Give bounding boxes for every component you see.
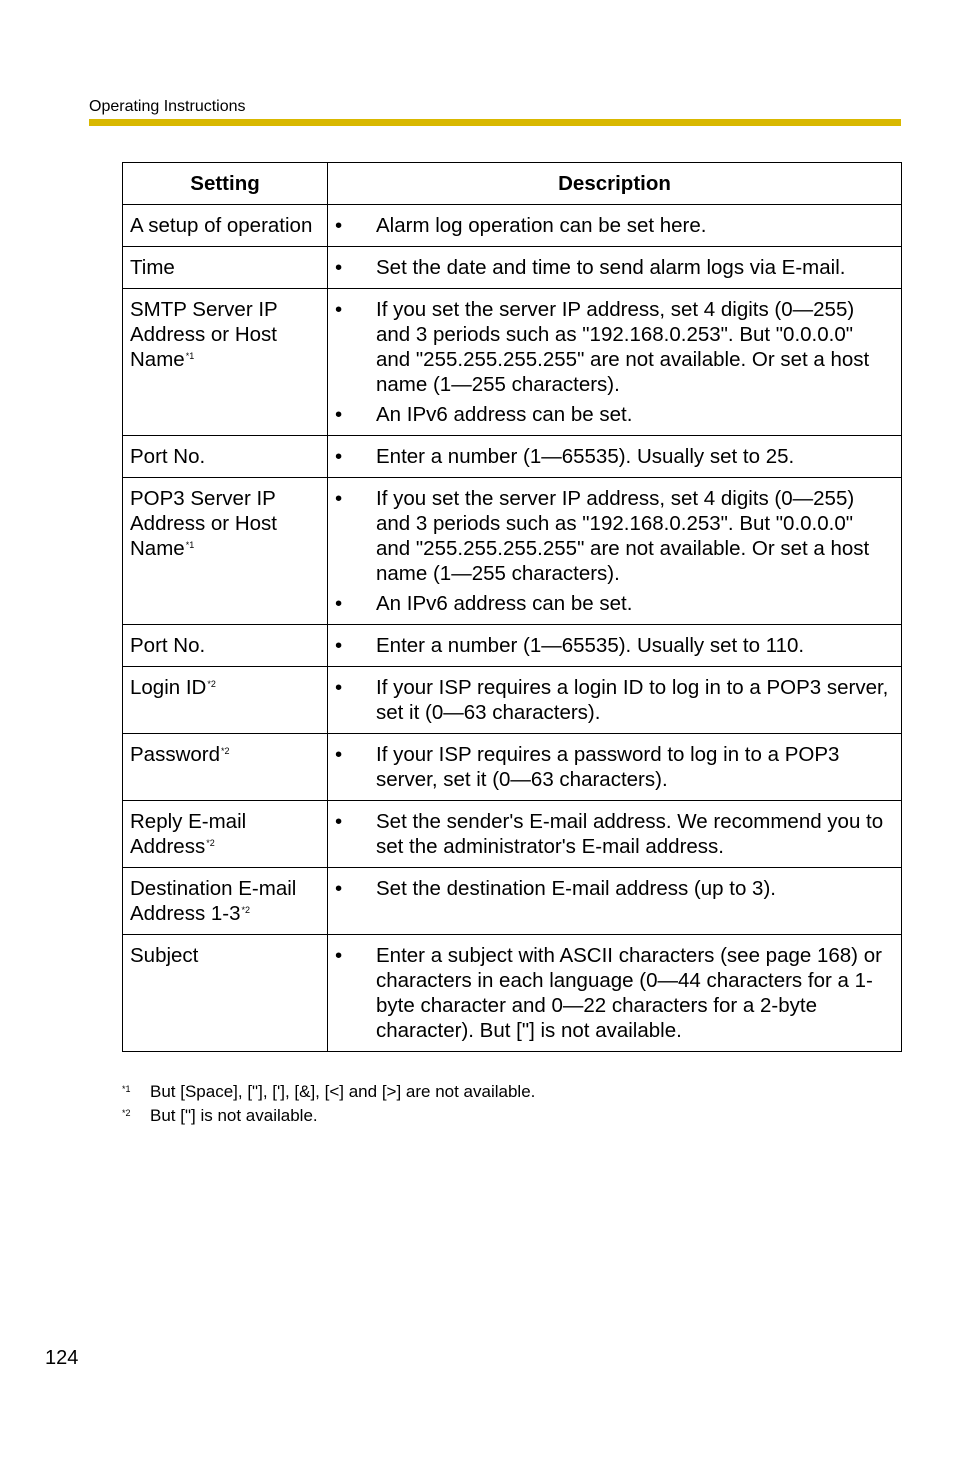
setting-cell [123, 436, 328, 478]
bullet-item [333, 943, 891, 1043]
bullet-text: If you set the server IP address, set 4 digits (0—255) and 3 periods such as "192.168.0.253". But "0.0.0.0" and "255.255.255.255" are not available. Or set a host name (1—255 characters). [376, 298, 870, 396]
column-header-setting: Setting [123, 163, 328, 205]
bullet-text: An IPv6 address can be set. [376, 592, 633, 615]
setting-cell [123, 247, 328, 289]
bullet-item [333, 402, 891, 427]
description-cell [328, 801, 902, 868]
description-cell [328, 205, 902, 247]
table-row [123, 478, 902, 625]
table-body [123, 205, 902, 1052]
bullet-text: Set the sender's E-mail address. We recommend you to set the administrator's E-mail address. [376, 810, 884, 858]
table-row [123, 289, 902, 436]
table-row [123, 205, 902, 247]
footnote [122, 1080, 535, 1104]
setting-cell [123, 667, 328, 734]
header-rule [89, 119, 901, 126]
setting-name: SMTP Server IP Address or Host Name [130, 298, 278, 371]
setting-name: Port No. [130, 445, 206, 468]
settings-table [122, 162, 902, 1052]
footnote-mark: *2 [122, 1108, 131, 1118]
table-row [123, 436, 902, 478]
bullet-item [333, 742, 891, 792]
bullet-icon: • [335, 634, 343, 657]
bullet-item [333, 486, 891, 586]
bullet-text: Alarm log operation can be set here. [376, 214, 707, 237]
description-cell [328, 289, 902, 436]
footnote-reference: *2 [221, 745, 230, 756]
setting-name: POP3 Server IP Address or Host Name [130, 487, 277, 560]
table-row [123, 801, 902, 868]
bullet-text: Enter a number (1—65535). Usually set to 110. [376, 634, 805, 657]
bullet-item [333, 255, 891, 280]
table-row [123, 935, 902, 1052]
setting-name: Reply E-mail Address [130, 810, 247, 858]
column-header-description: Description [328, 163, 902, 205]
bullet-icon: • [335, 877, 343, 900]
footnotes [122, 1080, 535, 1128]
setting-cell [123, 868, 328, 935]
bullet-text: If you set the server IP address, set 4 digits (0—255) and 3 periods such as "192.168.0.253". But "0.0.0.0" and "255.255.255.255" are not available. Or set a host name (1—255 characters). [376, 487, 870, 585]
footnote-reference: *1 [185, 350, 195, 361]
bullet-text: An IPv6 address can be set. [376, 403, 633, 426]
bullet-icon: • [335, 403, 343, 426]
bullet-text: Set the date and time to send alarm logs via E-mail. [376, 256, 846, 279]
bullet-icon: • [335, 743, 343, 766]
footnote-text: But [Space], ["], ['], [&], [<] and [>] are not available. [150, 1082, 536, 1101]
setting-name: Password [130, 743, 221, 766]
setting-name: Port No. [130, 634, 206, 657]
bullet-text: If your ISP requires a password to log in to a POP3 server, set it (0—63 characters). [376, 743, 840, 791]
bullet-icon: • [335, 256, 343, 279]
bullet-text: Enter a subject with ASCII characters (see page 168) or characters in each language (0—44 characters for a 1-byte character and 0—22 characters for a 2-byte character). But ["] is not available. [376, 944, 882, 1042]
setting-cell [123, 801, 328, 868]
bullet-text: Enter a number (1—65535). Usually set to 25. [376, 445, 795, 468]
bullet-item [333, 876, 891, 901]
description-cell [328, 247, 902, 289]
description-cell [328, 436, 902, 478]
footnote-reference: *2 [207, 678, 216, 689]
running-header: Operating Instructions [89, 98, 246, 115]
table-row [123, 868, 902, 935]
footnote-reference: *2 [241, 904, 251, 915]
table-row [123, 625, 902, 667]
description-cell [328, 734, 902, 801]
setting-name: Subject [130, 944, 199, 967]
table-row [123, 734, 902, 801]
setting-cell [123, 205, 328, 247]
setting-cell [123, 478, 328, 625]
bullet-icon: • [335, 944, 343, 967]
bullet-icon: • [335, 298, 343, 321]
bullet-item [333, 297, 891, 397]
setting-name: A setup of operation [130, 214, 313, 237]
bullet-icon: • [335, 592, 343, 615]
footnote-reference: *1 [185, 539, 195, 550]
table-header-row [123, 163, 902, 205]
bullet-icon: • [335, 214, 343, 237]
bullet-icon: • [335, 487, 343, 510]
setting-cell [123, 734, 328, 801]
bullet-icon: • [335, 810, 343, 833]
bullet-item [333, 213, 891, 238]
bullet-item [333, 633, 891, 658]
bullet-item [333, 591, 891, 616]
bullet-icon: • [335, 445, 343, 468]
setting-cell [123, 625, 328, 667]
bullet-item [333, 675, 891, 725]
description-cell [328, 478, 902, 625]
page-number: 124 [45, 1347, 79, 1369]
footnote-mark: *1 [122, 1084, 131, 1094]
description-cell [328, 868, 902, 935]
setting-name: Login ID [130, 676, 207, 699]
description-cell [328, 625, 902, 667]
bullet-text: Set the destination E-mail address (up to 3). [376, 877, 776, 900]
description-cell [328, 667, 902, 734]
description-cell [328, 935, 902, 1052]
bullet-item [333, 809, 891, 859]
bullet-icon: • [335, 676, 343, 699]
footnote-reference: *2 [206, 837, 215, 848]
table-row [123, 247, 902, 289]
bullet-text: If your ISP requires a login ID to log in to a POP3 server, set it (0—63 characters). [376, 676, 889, 724]
setting-cell [123, 289, 328, 436]
footnote-text: But ["] is not available. [150, 1106, 318, 1125]
setting-cell [123, 935, 328, 1052]
footnote [122, 1104, 535, 1128]
setting-name: Time [130, 256, 175, 279]
table-row [123, 667, 902, 734]
setting-name: Destination E-mail Address 1-3 [130, 877, 297, 925]
bullet-item [333, 444, 891, 469]
